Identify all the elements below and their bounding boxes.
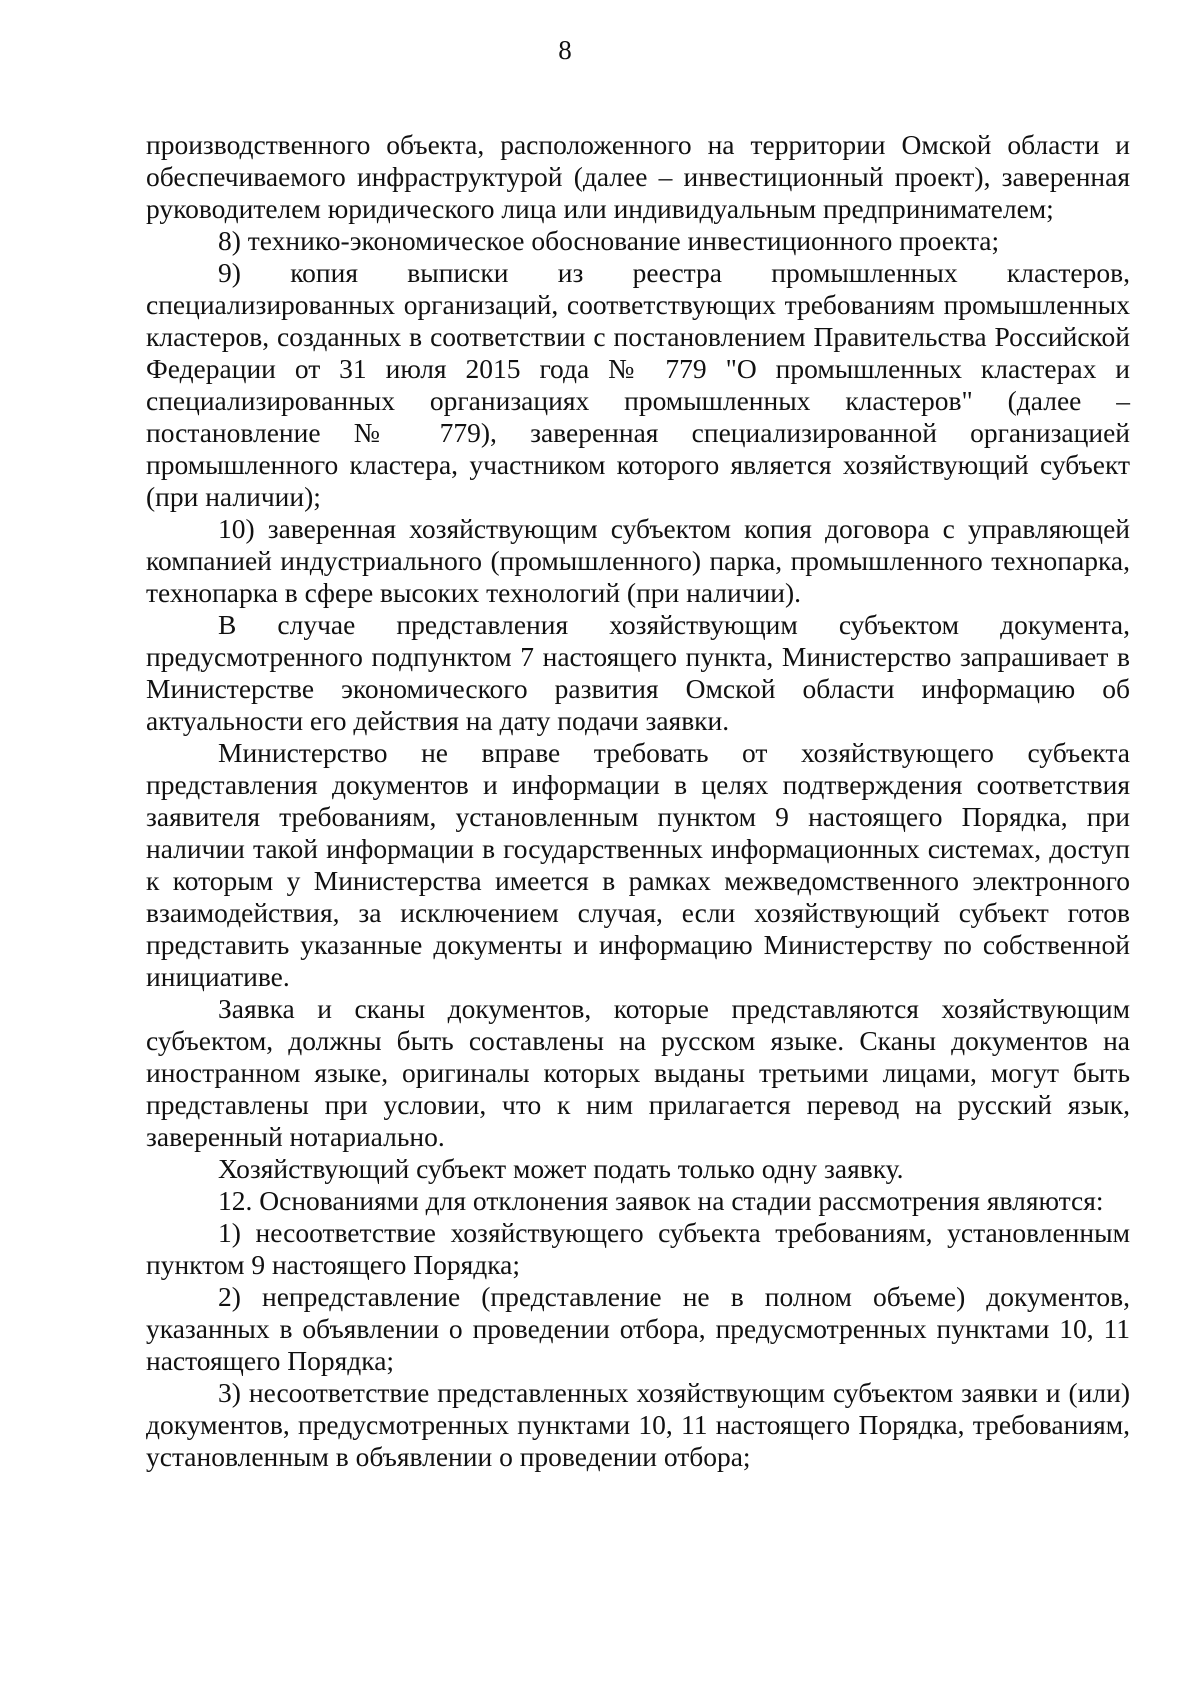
paragraph-rejection-2: 2) непредставление (представление не в полном объеме) документов, указанных в объявлении о проведении отбора, предусмотренных пунктами 10, 11 настоящего Порядка; [146, 1281, 1130, 1376]
document-body [146, 129, 1130, 1473]
paragraph-item-9: 9) копия выписки из реестра промышленных кластеров, специализированных организаций, соответствующих требованиям промышленных кластеров, созданных в соответствии с постановлением Правительства Российской Федерации от 31 июля 2015 года № 779 "О промышленных кластерах и специализированных организациях промышленных кластеров" (далее – постановление № 779), заверенная специализированной организацией промышленного кластера, участником которого является хозяйствующий субъект (при наличии); [146, 257, 1130, 512]
paragraph-one-application: Хозяйствующий субъект может подать только одну заявку. [218, 1153, 904, 1184]
paragraph-rejection-1: 1) несоответствие хозяйствующего субъекта требованиям, установленным пунктом 9 настоящего Порядка; [146, 1217, 1130, 1280]
paragraph-continuation: производственного объекта, расположенного на территории Омской области и обеспечиваемого инфраструктурой (далее – инвестиционный проект), заверенная руководителем юридического лица или индивидуальным предпринимателем; [146, 129, 1130, 224]
page-number: 8 [558, 35, 572, 65]
paragraph-section-12: 12. Основаниями для отклонения заявок на стадии рассмотрения являются: [218, 1185, 1104, 1216]
paragraph-language-requirements: Заявка и сканы документов, которые представляются хозяйствующим субъектом, должны быть составлены на русском языке. Сканы документов на иностранном языке, оригиналы которых выданы третьими лицами, могут быть представлены при условии, что к ним прилагается перевод на русский язык, заверенный нотариально. [146, 993, 1130, 1152]
paragraph-item-10: 10) заверенная хозяйствующим субъектом копия договора с управляющей компанией индустриального (промышленного) парка, промышленного технопарка, технопарка в сфере высоких технологий (при наличии). [146, 513, 1130, 608]
paragraph-rejection-3: 3) несоответствие представленных хозяйствующим субъектом заявки и (или) документов, предусмотренных пунктами 10, 11 настоящего Порядка, требованиям, установленным в объявлении о проведении отбора; [146, 1377, 1130, 1472]
paragraph-ministry-rights: Министерство не вправе требовать от хозяйствующего субъекта представления документов и информации в целях подтверждения соответствия заявителя требованиям, установленным пунктом 9 настоящего Порядка, при наличии такой информации в государственных информационных системах, доступ к которым у Министерства имеется в рамках межведомственного электронного взаимодействия, за исключением случая, если хозяйствующий субъект готов представить указанные документы и информацию Министерству по собственной инициативе. [146, 737, 1130, 992]
paragraph-item-8: 8) технико-экономическое обоснование инвестиционного проекта; [218, 225, 1000, 256]
paragraph-subpoint-7-request: В случае представления хозяйствующим субъектом документа, предусмотренного подпунктом 7 настоящего пункта, Министерство запрашивает в Министерстве экономического развития Омской области информацию об актуальности его действия на дату подачи заявки. [146, 609, 1130, 736]
